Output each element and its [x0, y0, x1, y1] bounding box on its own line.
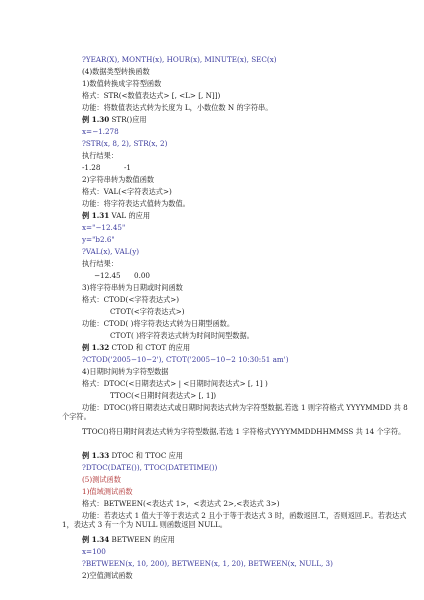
- example-number: 例 1.32: [82, 343, 110, 352]
- example-number: 例 1.34: [82, 535, 110, 544]
- example-heading: [82, 535, 175, 544]
- subsection-heading: 2)字符串转为数值函数: [82, 175, 155, 184]
- section-heading: (4)数据类型转换函数: [82, 67, 150, 76]
- function-paragraph: 功能：若表达式 1 值大于等于表达式 2 且小于等于表达式 3 时，函数返回.T.，否则返回.F.。若表达式 1，表达式 3 有一个为 NULL 则函数返回 NULL。: [62, 511, 407, 529]
- code-line: ?BETWEEN(x, 10, 200), BETWEEN(x, 1, 20), BETWEEN(x, NULL, 3): [82, 559, 333, 568]
- format-line: TTOC(<日期时间表达式> [, 1]): [110, 391, 217, 400]
- result-label: 执行结果：: [82, 151, 118, 160]
- code-line: y="b2.6": [82, 235, 115, 244]
- result-label: 执行结果：: [82, 259, 118, 268]
- function-paragraph: TTOC()将日期时间表达式转为字符型数据,若选 1 字符格式YYYYMMDDHHMMSS 共 14 个字符。: [82, 427, 406, 436]
- section-heading: (5)测试函数: [82, 475, 121, 484]
- function-line: 功能：CTOD( )将字符表达式转为日期型函数。: [82, 319, 235, 328]
- subsection-heading: 1)数值转换成字符型函数: [82, 79, 162, 88]
- function-line: 功能：将数值表达式转为长度为 L，小数位数 N 的字符串。: [82, 103, 273, 112]
- example-number: 例 1.31: [82, 211, 110, 220]
- example-title: VAL 的应用: [111, 211, 151, 220]
- format-line: 格式：CTOD(<字符表达式>): [82, 295, 180, 304]
- function-line: 功能：将字符表达式值转为数值。: [82, 199, 190, 208]
- code-line: ?VAL(x), VAL(y): [82, 247, 140, 256]
- format-line: CTOT(<字符表达式>): [110, 307, 185, 316]
- format-line: 格式：STR(<数值表达式> [, <L> [, N]]): [82, 91, 221, 100]
- code-line: x=100: [82, 547, 106, 556]
- example-title: DTOC 和 TTOC 应用: [111, 451, 183, 460]
- result-value: -1.28: [82, 163, 101, 172]
- code-line: x=−1.278: [82, 127, 119, 136]
- subsection-heading: 1)值域测试函数: [82, 487, 133, 496]
- result-value: 0.00: [134, 271, 151, 280]
- format-line: 格式：DTOC(<日期表达式> | <日期时间表达式> [, 1] ): [82, 379, 268, 388]
- code-line: ?YEAR(X), MONTH(x), HOUR(x), MINUTE(x), SEC(x): [82, 55, 277, 64]
- result-value: −12.45: [94, 271, 121, 280]
- subsection-heading: 2)空值测试函数: [82, 571, 133, 580]
- example-title: BETWEEN 的应用: [111, 535, 175, 544]
- example-title: STR()应用: [111, 115, 147, 124]
- example-heading: [82, 211, 150, 220]
- code-line: ?CTOD('2005−10−2'), CTOT('2005−10−2 10:30:51 am'): [82, 355, 289, 364]
- example-heading: [82, 343, 190, 352]
- example-title: CTOD 和 CTOT 的应用: [111, 343, 191, 352]
- example-heading: [82, 451, 183, 460]
- function-paragraph: 功能：DTOC()将日期表达式或日期时间表达式转为字符型数据,若选 1 则字符格式 YYYYMMDD 共 8 个字符。: [62, 403, 408, 421]
- subsection-heading: 3)将字符串转为日期或时间函数: [82, 283, 183, 292]
- function-line: CTOT( )将字符表达式转为时间时间型数据。: [110, 331, 254, 340]
- example-heading: [82, 115, 147, 124]
- result-value: -1: [124, 163, 132, 172]
- format-line: 格式：VAL(<字符表达式>): [82, 187, 172, 196]
- example-number: 例 1.30: [82, 115, 110, 124]
- code-line: ?STR(x, 8, 2), STR(x, 2): [82, 139, 168, 148]
- format-line: 格式：BETWEEN(<表达式 1>，<表达式 2>,<表达式 3>): [82, 499, 280, 508]
- subsection-heading: 4)日期时间转为字符型数据: [82, 367, 169, 376]
- code-line: x="−12.45": [82, 223, 126, 232]
- example-number: 例 1.33: [82, 451, 110, 460]
- code-line: ?DTOC(DATE()), TTOC(DATETIME()): [82, 463, 218, 472]
